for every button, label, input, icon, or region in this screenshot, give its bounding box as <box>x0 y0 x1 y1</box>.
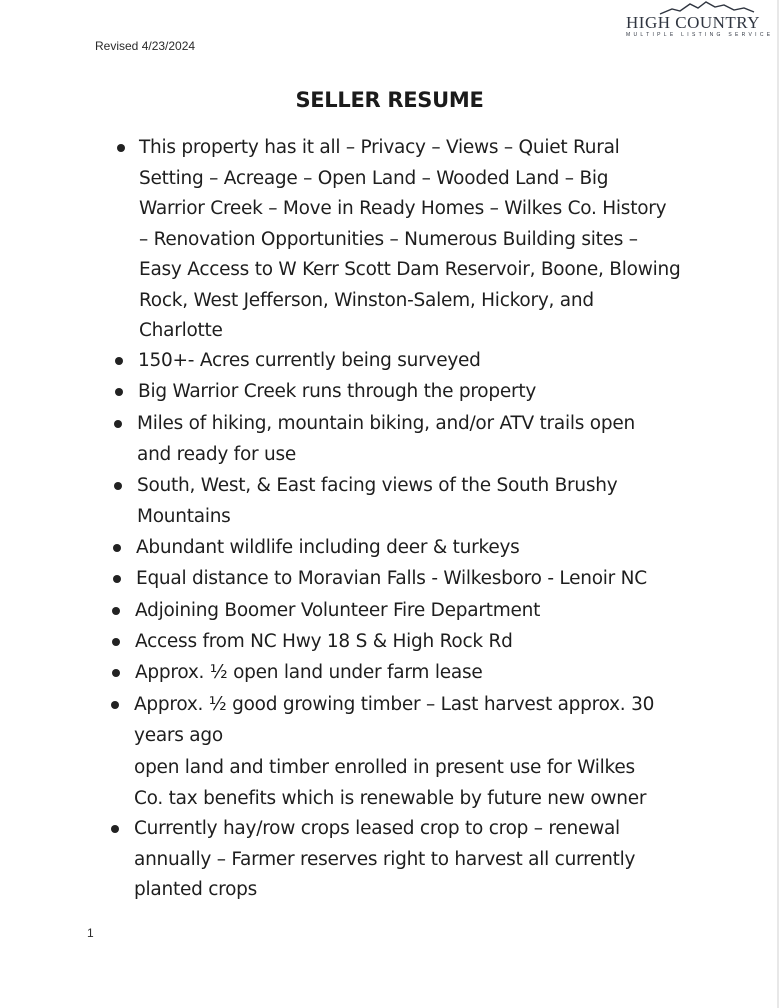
bullet-text-line: Approx. ½ good growing timber – Last harvest approx. 30 <box>134 694 655 715</box>
bullet-text-line: and ready for use <box>137 443 296 465</box>
bullet-text-line: Currently hay/row crops leased crop to crop – renewal <box>134 818 620 839</box>
bullet-dot-icon <box>111 701 119 709</box>
bullet-text-line: Charlotte <box>139 320 223 341</box>
bullet-text-line: 150+- Acres currently being surveyed <box>138 350 481 371</box>
bullet-text-line: planted crops <box>134 879 258 900</box>
logo-subtitle: MULTIPLE LISTING SERVICE <box>626 32 774 38</box>
bullet-text-line: Setting – Acreage – Open Land – Wooded Land – Big <box>139 167 609 189</box>
bullet-text-line: Approx. ½ open land under farm lease <box>135 662 483 683</box>
paragraph-line: open land and timber enrolled in present use for Wilkes <box>134 757 635 778</box>
bullet-dot-icon <box>115 357 123 365</box>
bullet-text-line: This property has it all – Privacy – Views – Quiet Rural <box>139 137 620 158</box>
bullet-dot-icon <box>115 388 123 396</box>
bullet-dot-icon <box>112 669 120 677</box>
bullet-text-line: Adjoining Boomer Volunteer Fire Department <box>135 600 541 621</box>
bullet-text-line: Rock, West Jefferson, Winston-Salem, Hickory, and <box>139 289 594 311</box>
present-use-paragraph <box>134 752 646 814</box>
bullet-text-line: Easy Access to W Kerr Scott Dam Reservoir, Boone, Blowing <box>139 259 681 280</box>
paragraph-line: Co. tax benefits which is renewable by future new owner <box>134 788 647 809</box>
page-number: 1 <box>87 926 94 940</box>
bullet-text-line: Abundant wildlife including deer & turkeys <box>136 537 520 558</box>
bullet-dot-icon <box>113 575 121 583</box>
bullet-text-line: Mountains <box>137 505 231 527</box>
bullet-dot-icon <box>112 638 120 646</box>
bullet-dot-icon <box>114 420 122 428</box>
bullet-text-line: Big Warrior Creek runs through the property <box>138 381 537 402</box>
bullet-text-line: Access from NC Hwy 18 S & High Rock Rd <box>135 631 513 652</box>
document-title: SELLER RESUME <box>295 88 484 112</box>
revised-date: Revised 4/23/2024 <box>95 39 196 53</box>
bullet-text-line: – Renovation Opportunities – Numerous Building sites – <box>139 228 638 250</box>
bullet-text-line: annually – Farmer reserves right to harvest all currently <box>134 848 636 870</box>
bullet-dot-icon <box>111 825 119 833</box>
bullet-text-line: Miles of hiking, mountain biking, and/or ATV trails open <box>137 413 635 434</box>
bullet-dot-icon <box>112 607 120 615</box>
bullet-text-line: Warrior Creek – Move in Ready Homes – Wilkes Co. History <box>139 198 667 219</box>
bullet-dot-icon <box>114 482 122 490</box>
bullet-text-line: Equal distance to Moravian Falls - Wilkesboro - Lenoir NC <box>136 568 647 589</box>
bullet-text-line: years ago <box>134 724 223 746</box>
high-country-logo <box>620 0 778 44</box>
bullet-dot-icon <box>117 144 125 152</box>
bullet-text-line: South, West, & East facing views of the South Brushy <box>137 475 618 496</box>
logo-title: HIGH COUNTRY <box>626 13 760 32</box>
bullet-dot-icon <box>113 544 121 552</box>
